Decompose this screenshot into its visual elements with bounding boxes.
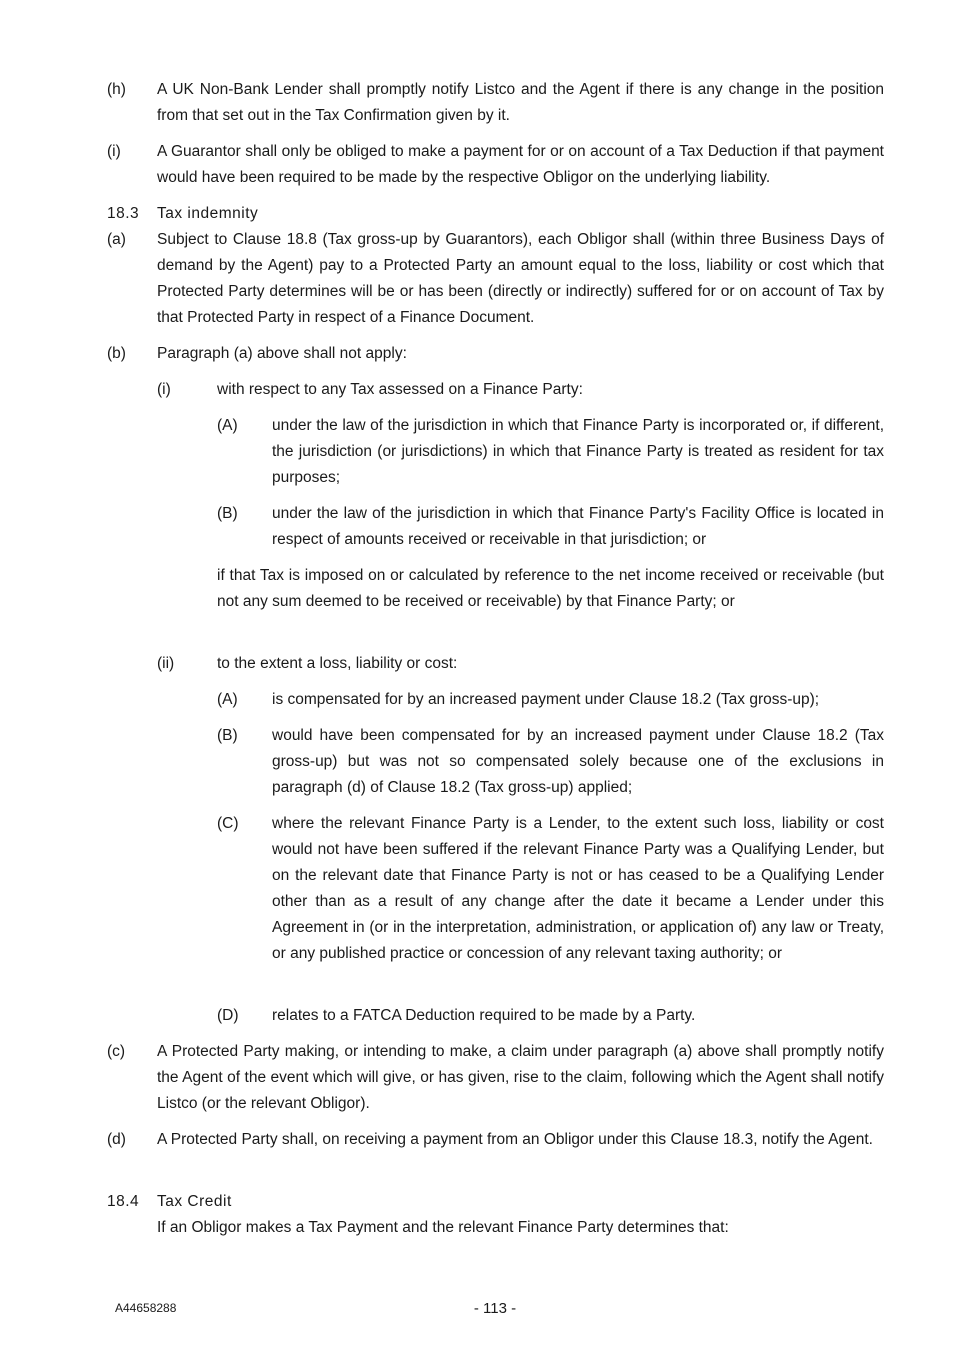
tax-indemnity-b-label: (b) [107,345,126,362]
tax-indemnity-a-text: Subject to Clause 18.8 (Tax gross-up by Guarantors), each Obligor shall (within three Business Days of demand by the Agent) pay to a Protected Party an amount equal to the loss, liability or cost which that Protected Party determines will be or has been (directly or indirectly) suffered for or on account of Tax by that Protected Party in respect of a Finance Document. [157,231,884,326]
page-number: - 113 - [473,1300,517,1317]
b-ii-C-label: (C) [217,815,239,832]
section-18-4-title: Tax Credit [157,1193,232,1210]
tax-indemnity-a-label: (a) [107,231,126,248]
tax-indemnity-b-text: Paragraph (a) above shall not apply: [157,345,407,362]
b-i-A-text: under the law of the jurisdiction in which that Finance Party is incorporated or, if different, the jurisdiction (or jurisdictions) in which that Finance Party is treated as resident for tax purposes; [272,417,884,486]
tax-indemnity-c-text: A Protected Party making, or intending to make, a claim under paragraph (a) above shall promptly notify the Agent of the event which will give, or has given, rise to the claim, following which the Agent shall notify Listco (or the relevant Obligor). [157,1043,884,1112]
b-ii-text: to the extent a loss, liability or cost: [217,655,458,672]
document-reference: A44658288 [115,1301,177,1315]
section-18-4-number: 18.4 [107,1193,140,1210]
b-i-text: with respect to any Tax assessed on a Finance Party: [217,381,583,398]
b-ii-B-text: would have been compensated for by an increased payment under Clause 18.2 (Tax gross-up) but was not so compensated solely because one of the exclusions in paragraph (d) of Clause 18.2 (Tax gross-up) applied; [272,727,884,796]
tax-indemnity-d-label: (d) [107,1131,126,1148]
b-i-tail-text: if that Tax is imposed on or calculated by reference to the net income received or receivable (but not any sum deemed to be received or receivable) by that Finance Party; or [217,567,884,610]
b-ii-D-label: (D) [217,1007,239,1024]
clause-h-text: A UK Non-Bank Lender shall promptly notify Listco and the Agent if there is any change in the position from that set out in the Tax Confirmation given by it. [157,81,884,124]
section-18-4-intro: If an Obligor makes a Tax Payment and the relevant Finance Party determines that: [157,1219,729,1236]
b-ii-label: (ii) [157,655,175,672]
section-18-3-title: Tax indemnity [157,205,259,222]
tax-indemnity-c-label: (c) [107,1043,126,1060]
b-i-B-label: (B) [217,505,238,522]
clause-i-text: A Guarantor shall only be obliged to make a payment for or on account of a Tax Deduction if that payment would have been required to be made by the respective Obligor on the underlying liability. [157,143,884,186]
tax-indemnity-d-text: A Protected Party shall, on receiving a payment from an Obligor under this Clause 18.3, notify the Agent. [157,1131,873,1148]
b-ii-A-label: (A) [217,691,238,708]
b-i-A-label: (A) [217,417,238,434]
clause-h-label: (h) [107,81,126,98]
b-i-label: (i) [157,381,171,398]
b-ii-B-label: (B) [217,727,238,744]
b-ii-D-text: relates to a FATCA Deduction required to be made by a Party. [272,1007,696,1024]
section-18-3-number: 18.3 [107,205,140,222]
b-i-B-text: under the law of the jurisdiction in which that Finance Party's Facility Office is located in respect of amounts received or receivable in that jurisdiction; or [272,505,884,548]
b-ii-A-text: is compensated for by an increased payment under Clause 18.2 (Tax gross-up); [272,691,820,708]
b-ii-C-text: where the relevant Finance Party is a Lender, to the extent such loss, liability or cost would not have been suffered if the relevant Finance Party was a Qualifying Lender, but on the relevant date that Finance Party is not or has ceased to be a Qualifying Lender other than as a result of any change after the date it became a Lender under this Agreement in (or in the interpretation, administration, or application of) any law or Treaty, or any published practice or concession of any relevant taxing authority; or [272,815,884,962]
clause-i-label: (i) [107,143,121,160]
